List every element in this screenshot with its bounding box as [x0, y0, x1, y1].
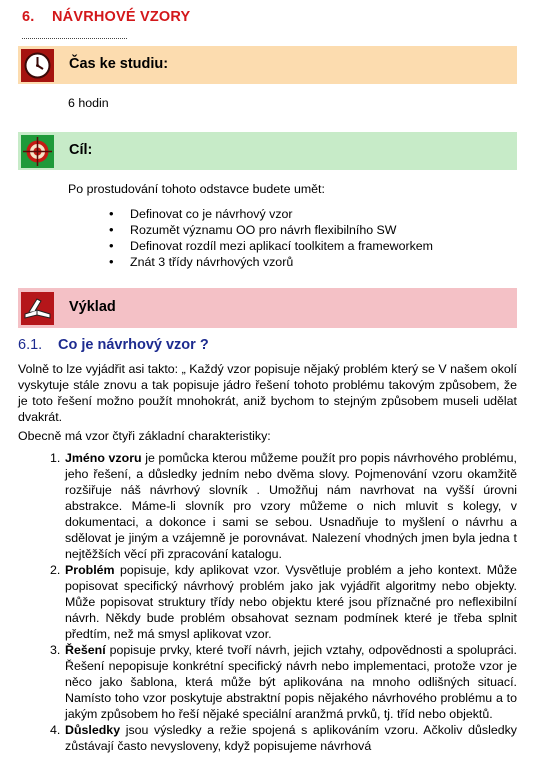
lecture-label: Výklad — [69, 299, 116, 315]
goal-list — [108, 206, 433, 270]
item-number: 2. — [50, 563, 61, 577]
list-item — [48, 450, 517, 562]
list-item — [48, 722, 517, 754]
item-text: jsou výsledky a režie spojená s aplikováním vzoru. Ačkoliv důsledky zůstávají často nevysloveny, když popisujeme návrhová — [65, 723, 517, 753]
item-text: je pomůcka kterou můžeme použít pro popis návrhového problému, jeho řešení, a důsledky jedním nebo dvěma slovy. Pojmenování vzoru okamžitě rozšiřuje náš návrhový slovník . Umožňuj nám navrhovat na vyšší úrovni abstrakce. Máme-li slovník pro vzory můžeme o nich mluvit s kolegy, v dokumentaci, a dokonce i sami se sebou. Usnadňuje to myšlení o návrhu a sdělovat je jiným a vzájemně je porovnávat. Nalezení vhodných jmen byla jedna t nejtěžších věcí při zpracování katalogu. — [65, 451, 517, 561]
chapter-heading — [22, 9, 190, 25]
dotted-divider — [22, 38, 127, 39]
goal-intro: Po prostudování tohoto odstavce budete umět: — [68, 182, 325, 196]
paragraph: Obecně má vzor čtyři základní charakteristiky: — [18, 429, 271, 443]
item-term: Problém — [65, 563, 115, 577]
goal-label: Cíl: — [69, 142, 93, 158]
item-term: Řešení — [65, 643, 106, 657]
list-item: • Rozumět významu OO pro návrh flexibilního SW — [108, 222, 433, 238]
section-number: 6.1. — [18, 337, 43, 353]
list-item — [48, 642, 517, 722]
paragraph: Volně to lze vyjádřit asi takto: „ Každý vzor popisuje nějaký problém který se V našem okolí vyskytuje stále znovu a tak popisuje jádro řešení tohoto problému takovým způsobem, že je toto řešení možno použít mnohokrát, aniž bychom to stejným způsobem museli udělat dvakrát. — [18, 362, 517, 424]
list-item: • Definovat rozdíl mezi aplikací toolkitem a frameworkem — [108, 238, 433, 254]
section-title: Co je návrhový vzor ? — [58, 337, 209, 353]
goal-band — [18, 132, 517, 170]
list-item — [48, 562, 517, 642]
book-icon — [21, 292, 54, 325]
characteristics-list — [48, 450, 517, 754]
list-item: • Definovat co je návrhový vzor — [108, 206, 433, 222]
lecture-band — [18, 288, 517, 328]
list-item: • Znát 3 třídy návrhových vzorů — [108, 254, 433, 270]
item-term: Jméno vzoru — [65, 451, 142, 465]
study-time-value: 6 hodin — [68, 96, 109, 110]
item-text: popisuje, kdy aplikovat vzor. Vysvětluje problém a jeho kontext. Může popisovat specifický návrhový problém jako jak vyjádřit algoritmy nebo objekty. Může popisovat struktury třídy nebo objektu které jsou příznačné pro neflexibilní návrh. Někdy bude problém obsahovat seznam podmínek které je třeba splnit předtím, než má smysl aplikovat vzor. — [65, 563, 517, 641]
study-time-band — [18, 46, 517, 84]
section-heading — [18, 337, 209, 353]
item-number: 4. — [50, 723, 61, 737]
target-icon — [21, 135, 54, 168]
item-number: 3. — [50, 643, 61, 657]
item-number: 1. — [50, 451, 61, 465]
item-text: popisuje prvky, které tvoří návrh, jejich vztahy, odpovědnosti a spolupráci. Řešení nepopisuje konkrétní specifický návrh nebo implementaci, protože vzor je něco jako šablona, která může být aplikována na mnoho odlišných situací. Namísto toho vzor poskytuje abstraktní popis nějakého návrhového problému a to jakým způsobem ho řeší nějaké speciální aranžmá prvků, tj. tříd nebo objektů. — [65, 643, 517, 721]
item-term: Důsledky — [65, 723, 121, 737]
clock-icon — [21, 49, 54, 82]
study-time-label: Čas ke studiu: — [69, 56, 169, 72]
chapter-number: 6. — [22, 9, 35, 25]
chapter-title: NÁVRHOVÉ VZORY — [52, 9, 191, 25]
